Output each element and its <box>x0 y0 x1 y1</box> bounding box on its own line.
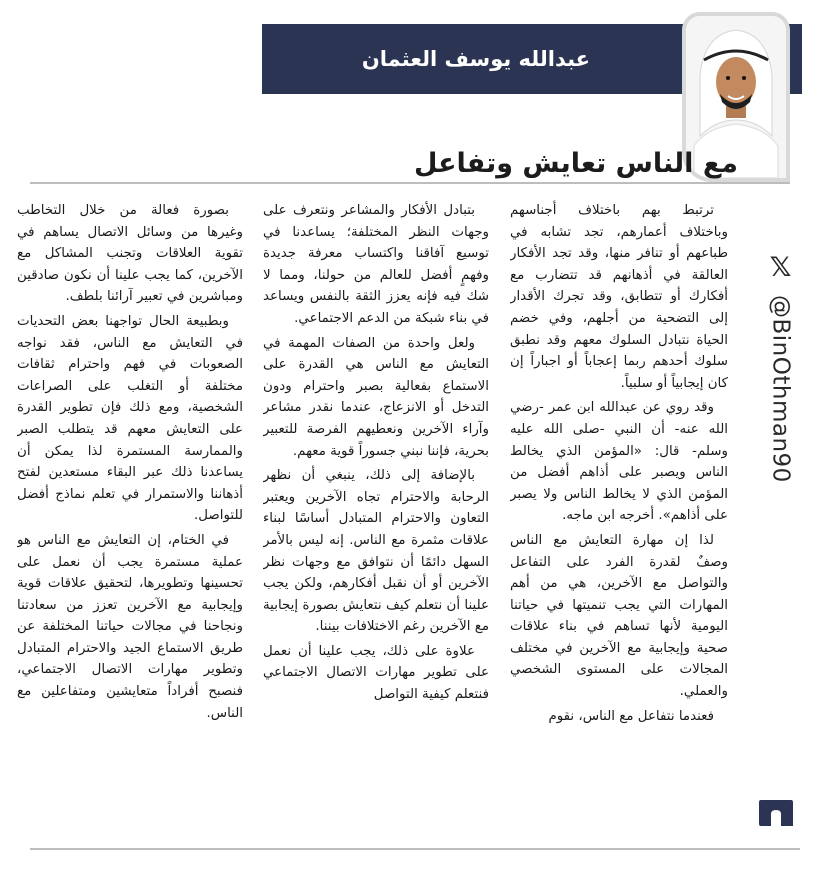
paragraph: بالإضافة إلى ذلك، ينبغي أن نظهر الرحابة والاحترام تجاه الآخرين ويعتبر التعاون والاحترام المتبادل أساسًا لبناء علاقات مثمرة مع الناس. إنه ليس بالأمر السهل دائمًا أن نتوافق مع وجهات نظر الآخرين أو أن نقبل أفكارهم، ولكن يجب علينا أن نتعلم كيف نتعايش بصورة إيجابية مع الآخرين رغم الاختلافات بيننا. <box>263 468 489 635</box>
newspaper-logo-icon <box>757 796 795 830</box>
article-column-left <box>17 200 243 840</box>
paragraph: بصورة فعالة من خلال التخاطب وغيرها من وسائل الاتصال يساهم في تقوية العلاقات وتجنب المشاكل مع الآخرين، كما يجب علينا أن نكون صادقين ومباشرين في تعبير آرائنا بلطف. <box>17 203 243 305</box>
article-column-right <box>510 200 728 840</box>
paragraph: وقد روي عن عبدالله ابن عمر -رضي الله عنه- أن النبي -صلى الله عليه وسلم- قال: «المؤمن الذي يخالط الناس ويصبر على أذاهم أفضل من المؤمن الذي لا يخالط الناس ولا يصبر على أذاهم». أخرجه ابن ماجه. <box>510 400 728 524</box>
paragraph: ولعل واحدة من الصفات المهمة في التعايش مع الناس هي القدرة على الاستماع بفعالية بصبر واحترام ودون التدخل أو الانزعاج، عندما نقدر مشاعر وآراء الآخرين ونعطيهم الفرصة للتعبير بحرية، فإننا نبني جسوراً قوية معهم. <box>263 335 489 459</box>
article-column-middle <box>263 200 489 840</box>
article-title: مع الناس تعايش وتفاعل <box>413 148 738 179</box>
paragraph: في الختام، إن التعايش مع الناس هو عملية مستمرة يجب أن نعمل على تحسينها وتطويرها، لتحقيق علاقات قوية وإيجابية مع الآخرين تعزز من سعادتنا ونجاحنا في مجالات حياتنا المختلفة عن طريق الاستماع الجيد والاحترام المتبادل وتطوير مهارات الاتصال الاجتماعي، فنصبح أفراداً متعايشين ومتفاعلين مع الناس. <box>17 532 243 721</box>
paragraph: ترتبط بهم باختلاف أجناسهم وباختلاف أعمارهم، تجد تشابه في طباعهم أو تنافر منها، وقد تجد الأفكار العالقة في أذهانهم قد تتضارب مع أفكارك أو تتطابق، وقد تجرك الأقدار إلى التضحية من أجلهم، وفي خضم الحياة نتبادل السلوك معهم وقد نطبق سلوك أحدهم ربما إعجاباً أو اجباراً إن كان إيجابياً أو سلبياً. <box>510 203 728 391</box>
paragraph: علاوة على ذلك، يجب علينا أن نعمل على تطوير مهارات الاتصال الاجتماعي فنتعلم كيفية التواصل <box>263 643 489 703</box>
bottom-divider <box>30 848 800 850</box>
paragraph: وبطبيعة الحال تواجهنا بعض التحديات في التعايش مع الناس، فقد نواجه الصعوبات في فهم واحترام ثقافات مختلفة أو التغلب على الصراعات الشخصية، ومع ذلك فإن تطوير القدرة على التعايش معهم قد يتطلب الصبر والممارسة المستمرة لذا يمكن أن يساعدنا ذلك عبر البقاء مستعدين لفتح أذهاننا والاستمرار في تعلم نماذج أفضل للتواصل. <box>17 313 243 524</box>
twitter-handle: @BinOthman90 <box>767 295 794 483</box>
paragraph: فعندما نتفاعل مع الناس، نقوم <box>548 708 714 724</box>
paragraph: بتبادل الأفكار والمشاعر ونتعرف على وجهات النظر المختلفة؛ يساعدنا في توسيع آفاقنا واكتساب معرفة جديدة وفهمٍ أفضل للعالم من حولنا، ومما لا شك فيه فإنه يعزز الثقة بالنفس ويساعد في بناء شبكة من الدعم الاجتماعي. <box>263 203 489 326</box>
author-name: عبدالله يوسف العثمان <box>361 47 590 71</box>
title-divider <box>30 182 790 184</box>
twitter-handle-block <box>753 250 808 650</box>
x-logo-icon: 𝕏 <box>769 252 792 283</box>
paragraph: لذا إن مهارة التعايش مع الناس وصفٌ لقدرة الفرد على التفاعل والتواصل مع الآخرين، هي من أهم المهارات التي يجب تنميتها في حياتنا اليومية لأنها تساهم في بناء علاقات صحية وإيجابية مع الآخرين في مختلف المجالات على المستوى الشخصي والعملي. <box>510 532 728 700</box>
